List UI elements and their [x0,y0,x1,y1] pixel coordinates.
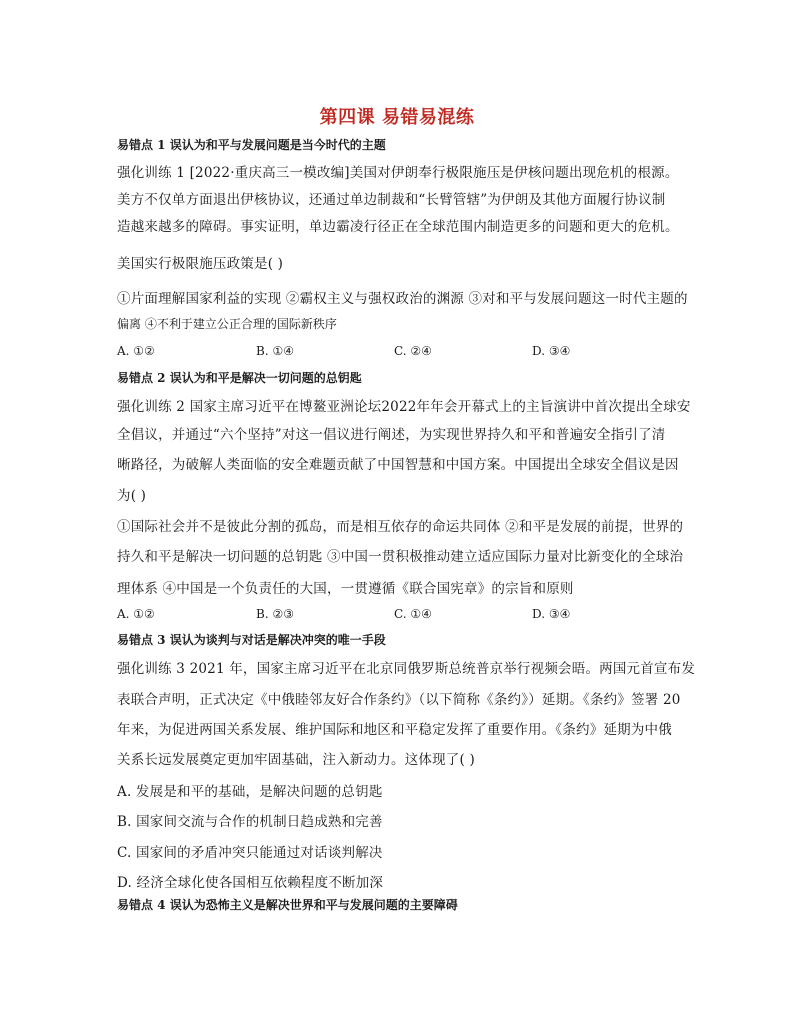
section-1-line-5: ①片面理解国家利益的实现 ②霸权主义与强权政治的渊源 ③对和平与发展问题这一时代主题的 [117,291,688,307]
section-2-line-5: ①国际社会并不是彼此分割的孤岛，而是相互依存的命运共同体 ②和平是发展的前提，世界的 [117,519,684,535]
section-1-option-d: D. ③④ [532,344,571,358]
section-3-line-3: 年来，为促进两国关系发展、维护国际和地区和平稳定发挥了重要作用。《条约》延期为中俄 [117,722,672,738]
section-3-option-b: B. 国家间交流与合作的机制日趋成熟和完善 [117,814,383,830]
section-2-line-4: 为( ) [117,488,147,504]
section-1-heading: 易错点 1 误认为和平与发展问题是当今时代的主题 [117,138,386,152]
section-2-option-c: C. ①④ [394,607,432,621]
section-3-line-2: 表联合声明，正式决定《中俄睦邻友好合作条约》（以下简称《条约》）延期。《条约》签署 20 [117,692,681,708]
section-2-line-6: 持久和平是解决一切问题的总钥匙 ③中国一贯积极推动建立适应国际力量对比新变化的全球治 [117,549,684,565]
section-3-option-c: C. 国家间的矛盾冲突只能通过对话谈判解决 [117,845,383,861]
section-2-line-3: 晰路径，为破解人类面临的安全难题贡献了中国智慧和中国方案。中国提出全球安全倡议是因 [117,457,679,473]
section-2-line-2: 全倡议，并通过“六个坚持”对这一倡议进行阐述，为实现世界持久和平和普遍安全指引了清 [117,427,666,443]
section-2-option-b: B. ②③ [256,607,294,621]
section-2-option-a: A. ①② [117,607,155,621]
page-title: 第四课 易错易混练 [319,107,475,128]
section-1-option-c: C. ②④ [394,344,432,358]
section-2-line-1: 强化训练 2 国家主席习近平在博鳌亚洲论坛2022年年会开幕式上的主旨演讲中首次提出全球安 [117,399,691,415]
section-3-line-1: 强化训练 3 2021 年，国家主席习近平在北京同俄罗斯总统普京举行视频会晤。两国元首宣布发 [117,661,696,677]
section-1-option-b: B. ①④ [256,344,294,358]
section-3-heading: 易错点 3 误认为谈判与对话是解决冲突的唯一手段 [117,633,386,647]
section-1-line-3: 造越来越多的障碍。事实证明，单边霸凌行径正在全球范围内制造更多的问题和更大的危机。 [117,219,679,235]
section-4-heading: 易错点 4 误认为恐怖主义是解决世界和平与发展问题的主要障碍 [117,898,458,912]
section-3-line-4: 关系长远发展奠定更加牢固基础，注入新动力。这体现了( ) [117,752,475,768]
section-1-line-4: 美国实行极限施压政策是( ) [117,256,284,272]
section-1-line-2: 美方不仅单方面退出伊核协议，还通过单边制裁和“长臂管辖”为伊朗及其他方面履行协议制 [117,192,666,208]
section-3-option-a: A. 发展是和平的基础，是解决问题的总钥匙 [117,784,383,800]
section-3-option-d: D. 经济全球化使各国相互依赖程度不断加深 [117,875,384,891]
section-2-heading: 易错点 2 误认为和平是解决一切问题的总钥匙 [117,371,362,385]
section-2-option-d: D. ③④ [532,607,571,621]
section-1-line-6: 偏离 ④不利于建立公正合理的国际新秩序 [117,317,337,331]
section-1-line-1: 强化训练 1 [2022·重庆高三一模改编]美国对伊朗奉行极限施压是伊核问题出现危机的根源。 [117,165,679,181]
section-1-option-a: A. ①② [117,344,155,358]
section-2-line-7: 理体系 ④中国是一个负责任的大国，一贯遵循《联合国宪章》的宗旨和原则 [117,581,574,597]
